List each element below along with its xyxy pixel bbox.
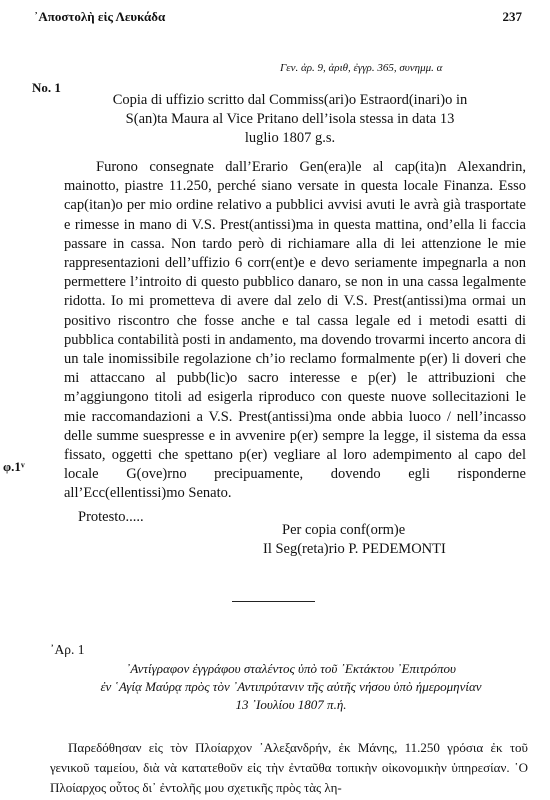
archival-reference: Γεν. ἀρ. 9, ἀριθ, ἐγγρ. 365, συνημμ. α <box>280 62 443 74</box>
document-number: No. 1 <box>32 80 61 95</box>
title-line: luglio 1807 g.s. <box>244 130 336 146</box>
signature-secretary-line: Il Seg(reta)rio P. PEDEMONTI <box>263 541 446 557</box>
greek-title-line: ᾿Αντίγραφον ἐγγράφου σταλέντος ὑπὸ τοῦ ᾿Εκτάκτου ᾿Επιτρόπου <box>126 661 456 676</box>
closing-protesto: Protesto..... <box>78 508 144 525</box>
letter-body <box>64 158 526 527</box>
document-title <box>70 91 510 148</box>
greek-title <box>48 660 534 714</box>
title-line: S(an)ta Maura al Vice Pritano dell’isola stessa in data 13 <box>125 111 455 127</box>
body-paragraph: Furono consegnate dall’Erario Gen(era)le al cap(ita)n Alexandrin, mainotto, piastre 11.250, perché siano versate in questa locale Finanza. Esso cap(itan)o per mio ordine relativo a pubblici avvisi avuti le avrà già trasportate e rimesse in mano di V.S. Prest(antissi)ma in questa mattina, ond’ella li faccia passare in cassa. Non tardo però di richiamare alla di lei attenzione le mie rappresentazioni dell’uffizio 6 corr(ent)e e devo seriamente impegnarla a non permettere l’introito di questo pubblico danaro, se non in una cassa legalmente ridotta. Io mi prometteva di avere dal zelo di V.S. Prest(antissi)ma ormai un positivo riscontro che fosse anche e tal cassa legale ed i metodi esatti di pubblica contabilità posti in andamento, ma dovendo trovarmi incerto ancora di un tale inomissibile regolazione ch’io reclamo formalmente p(er) li doveri che mi attaccano al pubb(lic)o sacro interesse e p(er) le attribuzioni che m’aggiungono titoli ad esigerla riproduco con queste nuove sollecitazioni le mie raccomandazioni a V.S. Prest(antissi)ma onde abbia luoco / nell’incasso delle summe suespresse e in avvenire p(er) sempre la legge, il sistema da essa fissato, oggetti che spettano p(er) vegliare al loro adempimento al capo del locale G(ove)rno precipuamente, dovendo egli risponderne all’Ecc(ellentissi)mo Senato. <box>64 159 526 502</box>
greek-title-line: 13 ᾿Ιουλίου 1807 π.ἡ. <box>235 697 347 712</box>
running-title: ᾿Αποστολὴ εἰς Λευκάδα <box>34 9 166 24</box>
signature-copy-line: Per copia conf(orm)e <box>282 522 406 538</box>
section-divider <box>232 601 315 602</box>
page-number: 237 <box>502 9 522 24</box>
title-line: Copia di uffizio scritto dal Commiss(ari)o Estraord(inari)o in <box>112 92 468 108</box>
greek-body-paragraph: Παρεδόθησαν εἰς τὸν Πλοίαρχον ᾿Αλεξανδρήν, ἐκ Μάνης, 11.250 γρόσια ἐκ τοῦ γενικοῦ ταμείου, διὰ νὰ κατατεθοῦν εἰς τὴν ἐνταῦθα τοπικὴν οἰκονομικὴν ὑπηρεσίαν. ῾Ο Πλοίαρχος οὗτος δι᾿ ἐντολῆς μου σχετικῆς πρὸς τὰς λη- <box>50 740 528 795</box>
greek-title-line: ἐν ῾Αγίᾳ Μαύρᾳ πρὸς τὸν ᾿Αντιπρύτανιν τῆς αὐτῆς νήσου ὑπὸ ἡμερομηνίαν <box>100 679 482 694</box>
greek-body <box>50 738 528 798</box>
greek-document-number: ᾿Αρ. 1 <box>50 642 85 657</box>
folio-margin-note: φ.1ᵛ <box>3 459 25 474</box>
